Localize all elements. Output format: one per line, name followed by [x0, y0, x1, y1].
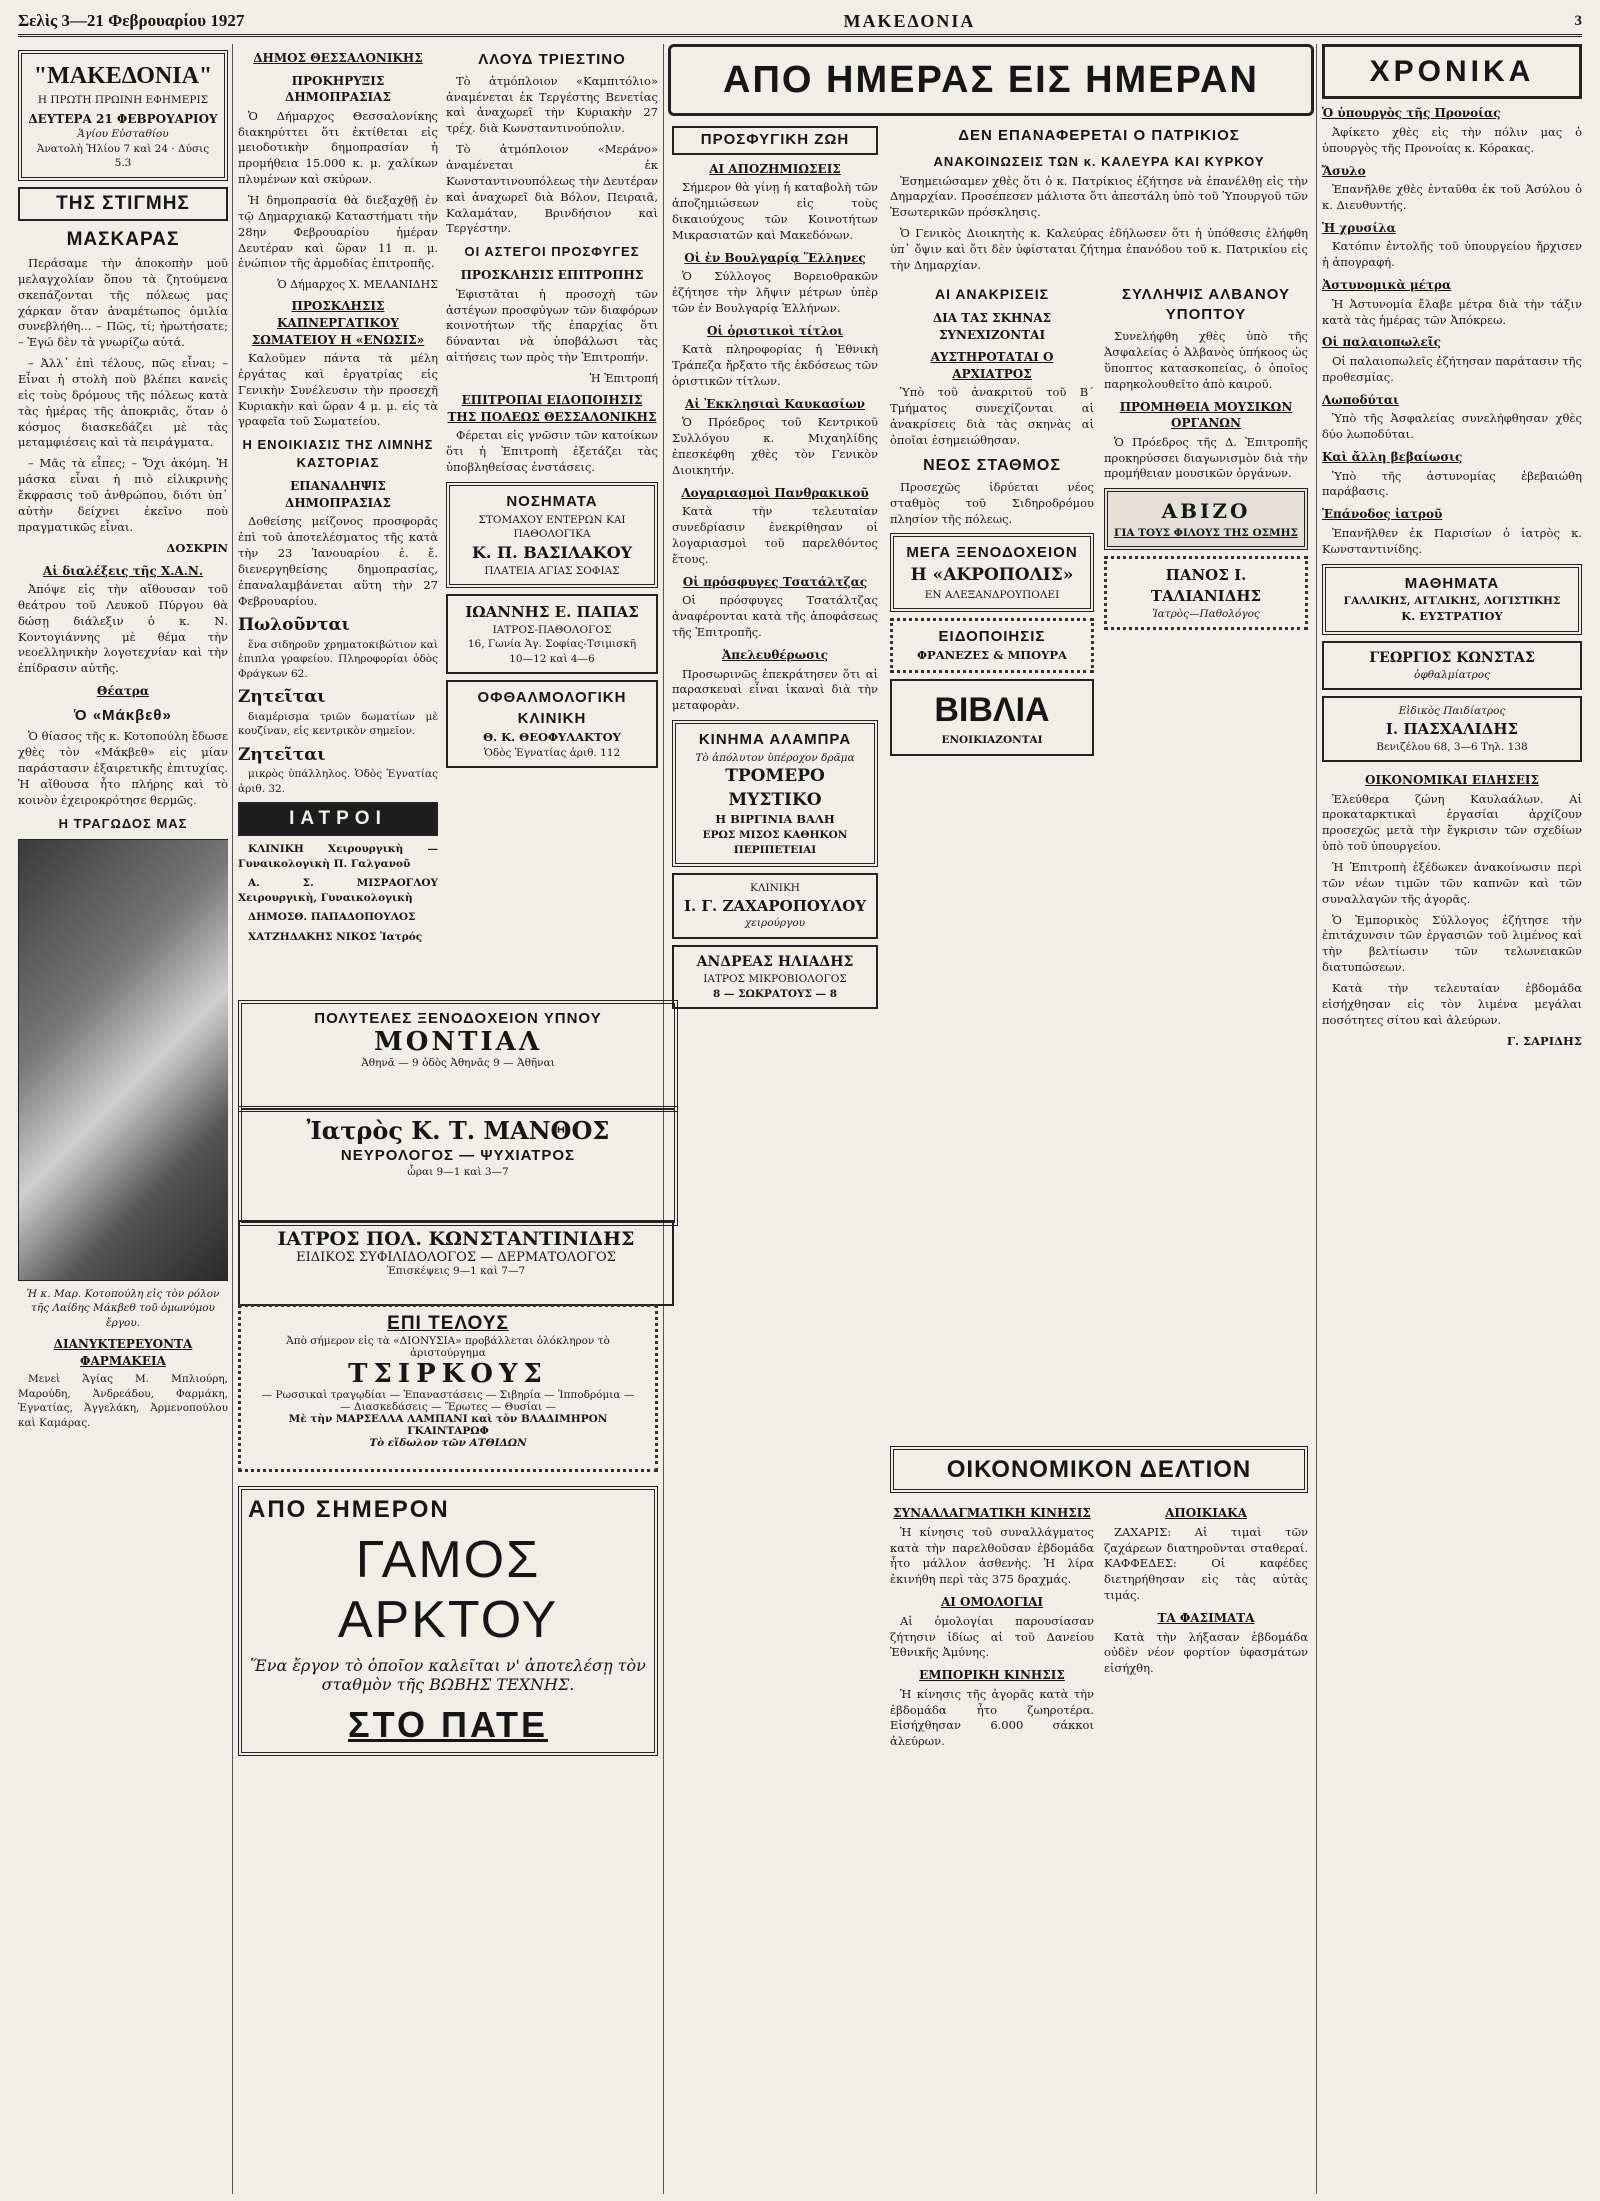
instruments-heading: ΠΡΟΜΗΘΕΙΑ ΜΟΥΣΙΚΩΝ ΟΡΓΑΝΩΝ	[1119, 399, 1293, 431]
chronicle-item-heading: Ἐπάνοδος ἰατροῦ	[1322, 507, 1443, 522]
ad-subtitle: ΙΑΤΡΟΣ ΜΙΚΡΟΒΙΟΛΟΓΟΣ	[703, 973, 847, 986]
chronicle-item-body: Ἀφίκετο χθὲς εἰς τὴν πόλιν μας ὁ ὑπουργὸς τῆς Προνοίας κ. Κόρακας.	[1322, 124, 1582, 155]
nameplate-saint: Ἁγίου Εὐσταθίου	[77, 128, 169, 141]
notice-subheading: ΠΡΟΚΗΡΥΞΙΣ ΔΗΜΟΠΡΑΣΙΑΣ	[285, 73, 391, 105]
article-body: Αἱ ὁμολογίαι παρουσίασαν ζήτησιν ἰδίως αἱ τοῦ Δανείου Ἐθνικῆς Ἀμύνης.	[890, 1613, 1094, 1660]
ad-name: Ι. ΠΑΣΧΑΛΙΔΗΣ	[1385, 719, 1519, 738]
refugees-signature: Ἡ Ἐπιτροπή	[589, 372, 658, 386]
article-body: Ὁ Γενικὸς Διοικητὴς κ. Καλεύρας ἐδήλωσεν ὅτι ἡ ὑπόθεσις ἐλήφθη ὑπ᾽ ὄψιν καὶ ὅτι δὲν ὑφίσταται ζήτημα ἐπανόδου τοῦ κ. Πατρικίου εἰς τὴν Δημαρχίαν.	[890, 226, 1308, 272]
investigations-subheading: ΔΙΑ ΤΑΣ ΣΚΗΝΑΣ ΣΥΝΕΧΙΖΟΝΤΑΙ	[932, 311, 1052, 342]
classified-heading: Ζητεῖται	[238, 687, 326, 708]
investigations-subheading: ΑΥΣΤΗΡΟΤΑΤΑΙ Ο ΑΡΧΙΑΤΡΟΣ	[930, 350, 1054, 381]
economic-banner: ΟΙΚΟΝΟΜΙΚΟΝ ΔΕΛΤΙΟΝ	[946, 1456, 1252, 1483]
chronicle-item-body: Κατόπιν ἐντολῆς τοῦ ὑπουργείου ἤρχισεν ἡ ἀπογραφή.	[1322, 239, 1582, 270]
doctor-listing: ΧΑΤΖΗΔΑΚΗΣ ΝΙΚΟΣ Ἰατρός	[248, 930, 423, 943]
lecture-heading: Αἱ διαλέξεις τῆς Χ.Α.Ν.	[42, 563, 204, 578]
doctor-ad-talianidis	[1104, 556, 1308, 630]
ad-title: ΠΟΛΥΤΕΛΕΣ ΞΕΝΟΔΟΧΕΙΟΝ ΥΠΝΟΥ	[314, 1010, 602, 1027]
ad-subtitle: ΙΑΤΡΟΣ-ΠΑΘΟΛΟΓΟΣ	[492, 623, 612, 636]
ad-name: ΤΡΟΜΕΡΟ ΜΥΣΤΙΚΟ	[725, 766, 825, 810]
ad-title: Εἰδικὸς Παιδίατρος	[1398, 705, 1506, 718]
ad-title: ΓΑΜΟΣ ΑΡΚΤΟΥ	[337, 1531, 559, 1649]
hotel-ad-montial	[238, 1000, 678, 1112]
lessons-ad	[1322, 564, 1582, 635]
sub-column	[1104, 1499, 1308, 1755]
sub-column	[890, 279, 1094, 762]
ad-subtitle: Ἰατρὸς—Παθολόγος	[1152, 607, 1260, 620]
economic-columns	[890, 1499, 1308, 1755]
subheading: ΑΠΟΙΚΙΑΚΑ	[1165, 1506, 1247, 1521]
masthead-page-number: 3	[1574, 12, 1582, 29]
nameplate-subtitle: Η ΠΡΩΤΗ ΠΡΩΙΝΗ ΕΦΗΜΕΡΙΣ	[37, 94, 209, 107]
clinic-ad-zacharopoulou	[672, 873, 878, 939]
masthead	[18, 8, 1582, 37]
article-body: Προσεχῶς ἱδρύεται νέος σταθμὸς τοῦ Σιδηροδρόμου πλησίον τῆς πόλεως.	[890, 479, 1094, 526]
classified-body: ἕνα σιδηροῦν χρηματοκιβώτιον καὶ ἐπιπλα γραφείου. Πληροφορίαι ὁδὸς Φράγκων 62.	[238, 638, 438, 680]
doctor-ad-paschalidis	[1322, 696, 1582, 762]
doctor-listing: Α. Σ. ΜΙΣΡΑΟΓΛΟΥ Χειρουργικὴ, Γυναικολογικὴ	[238, 877, 438, 904]
economic-news-body: Ἡ Ἐπιτροπὴ ἐξέδωκεν ἀνακοίνωσιν περὶ τῶν νέων τιμῶν τῶν καπνῶν καὶ τῶν συναλλαγῶν τῆς ἀγορᾶς.	[1322, 859, 1582, 906]
ad-address: Ἀθηνᾶ — 9 ὁδὸς Ἀθηνᾶς 9 — Ἀθῆναι	[361, 1057, 555, 1069]
ad-title: ΜΕΓΑ ΞΕΝΟΔΟΧΕΙΟΝ	[906, 544, 1078, 562]
ad-name: ΙΑΤΡΟΣ ΠΟΛ. ΚΩΝΣΤΑΝΤΙΝΙΔΗΣ	[277, 1228, 635, 1250]
nameplate-date: ΔΕΥΤΕΡΑ 21 ΦΕΒΡΟΥΑΡΙΟΥ	[28, 111, 218, 126]
ad-name: Κ. ΕΥΣΤΡΑΤΙΟΥ	[1401, 608, 1503, 623]
doctor-listing: ΔΗΜΟΣΘ. ΠΑΠΑΔΟΠΟΥΛΟΣ	[248, 911, 416, 924]
economic-news-body: Κατὰ τὴν τελευταίαν ἑβδομάδα εἰσήχθησαν εἰς τὸν λιμένα μεγάλαι ποσότητες σίτου καὶ ἀλεύρων.	[1322, 981, 1582, 1027]
article-body: Ὁ Πρόεδρος τῆς Δ. Ἐπιτροπῆς προκηρύσσει διαγωνισμὸν διὰ τὴν προμήθειαν μουσικῶν ὀργάνων.	[1104, 434, 1308, 481]
ad-subtitle: Τὸ ἀπόλυτον ὑπέροχον δρᾶμα	[695, 751, 855, 764]
subheading: Οἱ πρόσφυγες Τσατάλτζας	[682, 574, 868, 589]
ad-hours: 10—12 καὶ 4—6	[509, 652, 595, 665]
subheading: Ἀπελευθέρωσις	[721, 648, 829, 663]
refugees-subheading: ΠΡΟΣΚΛΗΣΙΣ ΕΠΙΤΡΟΠΗΣ	[460, 268, 644, 283]
nameplate-sun: Ἀνατολὴ Ἡλίου 7 καὶ 24 · Δύσις 5.3	[36, 142, 210, 170]
ad-line: — Διασκεδάσεις — Ἔρωτες — Θυσίαι —	[340, 1401, 556, 1413]
ad-title: ΚΛΙΝΙΚΗ	[750, 882, 800, 895]
clinic-ad-theofylaktou	[446, 680, 658, 768]
theatre-play: Ὁ «Μάκβεθ»	[74, 706, 172, 724]
chronicle-item-heading: Οἱ παλαιοπωλεῖς	[1322, 335, 1441, 350]
doctor-ad-iliadis	[672, 945, 878, 1009]
shipping-body: Τὸ ἀτμόπλοιον «Μεράνο» ἀναμένεται ἐκ Κωνσταντινουπόλεως τὴν Δευτέραν καὶ ἀναχωρεῖ διὰ Βόλον, Πειραιᾶ, Καλαμάταν, Βρινδήσιον καὶ Τεργέστην.	[446, 142, 658, 236]
chronicle-item-body: Ὑπὸ τῆς ἀστυνομίας ἐβεβαιώθη παράβασις.	[1322, 468, 1582, 499]
ad-subtitle: Ἕνα ἔργον τὸ ὁποῖον καλεῖται ν' ἀποτελέσῃ τὸν σταθμὸν τῆς ΒΩΒΗΣ ΤΕΧΝΗΣ.	[250, 1656, 646, 1694]
ad-subtitle: ΓΑΛΛΙΚΗΣ, ΑΓΓΛΙΚΗΣ, ΛΟΓΙΣΤΙΚΗΣ	[1343, 595, 1561, 608]
ad-name: ΠΑΝΟΣ Ι. ΤΑΛΙΑΝΙΔΗΣ	[1150, 566, 1262, 606]
doctors-banner	[238, 802, 438, 836]
ad-title: ΝΟΣΗΜΑΤΑ	[506, 492, 598, 510]
sub-column	[890, 1499, 1094, 1755]
ad-hours: ὧραι 9—1 καὶ 3—7	[407, 1166, 509, 1178]
article-body: Ὁ Πρόεδρος τοῦ Κεντρικοῦ Συλλόγου κ. Μιχαηλίδης ἐπεσκέφθη χθὲς τὸν Γενικὸν Διοικητήν.	[672, 415, 878, 478]
economic-banner-box	[890, 1446, 1308, 1493]
subheading: ΕΜΠΟΡΙΚΗ ΚΙΝΗΣΙΣ	[919, 1668, 1065, 1683]
notice-heading: ΔΗΜΟΣ ΘΕΣΣΑΛΟΝΙΚΗΣ	[253, 51, 423, 65]
article-body: Προσωρινῶς ἐπεκράτησεν ὅτι αἱ παρασκευαὶ εἶναι ἱκαναὶ διὰ τὴν μεταφορὰν.	[672, 666, 878, 713]
ad-title: ΚΙΝΗΜΑ ΑΛΑΜΠΡΑ	[698, 731, 852, 749]
column-5	[890, 120, 1308, 1430]
ad-subtitle: χειρούργου	[744, 917, 806, 930]
article-body: Συνελήφθη χθὲς ὑπὸ τῆς Ἀσφαλείας ὁ Ἀλβανὸς ὑπήκοος ὡς ὕποπτος κατασκοπείας, ὁ ὁποῖος παρηκολουθεῖτο ἀπὸ καιροῦ.	[1104, 329, 1308, 391]
patrikios-subheading: ΑΝΑΚΟΙΝΩΣΕΙΣ ΤΩΝ κ. ΚΑΛΕΥΡΑ ΚΑΙ ΚΥΡΚΟΥ	[933, 153, 1265, 169]
column-rule	[1316, 44, 1317, 2194]
pharmacies-body: Μενεὶ Ἁγίας Μ. Μπλιούρη, Μαρούδη, Ἀνδρεάδου, Φαρμάκη, Ἐγνατίας, Ἀγγελάκη, Ἀρμενοπούλου καὶ Καμάρας.	[18, 1373, 228, 1429]
section-title-box	[18, 187, 228, 221]
doctors-heading: ΙΑΤΡΟΙ	[289, 808, 387, 830]
column-1	[18, 44, 228, 2194]
ad-name: ΓΕΩΡΓΙΟΣ ΚΩΝΣΤΑΣ	[1369, 649, 1535, 666]
chronicle-item-body: Ἐπανῆλθεν ἐκ Παρισίων ὁ ἰατρὸς κ. Κωνσταντινίδης.	[1322, 525, 1582, 556]
ad-subtitle: ΕΝΟΙΚΙΑΖΟΝΤΑΙ	[941, 734, 1043, 747]
economic-news-body: Ἐλεύθερα ζώνη Καυλαάλων. Αἱ προκαταρκτικαὶ ἐργασίαι ἀρχίζουν προσεχῶς μετὰ τὴν ἔγκρισιν τῶν σχεδίων ὑπὸ τοῦ ὑπουργείου.	[1322, 791, 1582, 854]
subheading: Λογαριασμοὶ Πανθρακικοῦ	[681, 485, 869, 500]
chronicle-item-heading: Ἡ χρυσίλα	[1322, 220, 1396, 235]
ad-name: ΑΝΔΡΕΑΣ ΗΛΙΑΔΗΣ	[696, 953, 854, 970]
ad-line: — Ρωσσικαὶ τραγῳδίαι — Ἐπαναστάσεις — Σιβηρία — Ἱπποδρόμια —	[261, 1389, 635, 1401]
shipping-body: Τὸ ἀτμόπλοιον «Καμπιτόλιο» ἀναμένεται ἐκ Τεργέστης Βενετίας καὶ ἀναχωρεῖ τὴν Κυριακὴν 27 τρέχ. διὰ Κωνσταντινούπολιν.	[446, 73, 658, 136]
article-body: Κατὰ τὴν τελευταίαν συνεδρίασιν ἐνεκρίθησαν οἱ λογαριασμοὶ τοῦ παρελθόντος ἔτους.	[672, 504, 878, 567]
ad-address: ΠΛΑΤΕΙΑ ΑΓΙΑΣ ΣΟΦΙΑΣ	[484, 564, 620, 577]
article-body: Ὑπὸ τοῦ ἀνακριτοῦ τοῦ Β´ Τμήματος συνεχίζονται αἱ ἀνακρίσεις διὰ τὰς σκηνὰς αἱ ὁποῖαι ἐσημειώθησαν.	[890, 385, 1094, 447]
chronicle-item-heading: Ἄσυλο	[1322, 163, 1366, 178]
chronicle-item-heading: Ὁ ὑπουργὸς τῆς Προνοίας	[1322, 106, 1501, 121]
column-3	[446, 44, 658, 989]
article-body: Ἡ κίνησις τῆς ἀγορᾶς κατὰ τὴν ἑβδομάδα ἦτο ζωηροτέρα. Εἰσήχθησαν 6.000 σάκκοι ἀλεύρων.	[890, 1686, 1094, 1749]
lake-body: Δοθείσης μείζονος προσφορᾶς ἐπὶ τοῦ ἀποτελέσματος τῆς κατὰ τὴν 23 Ἰανουαρίου ἐ. ἔ. διενεργηθείσης δημοπρασίας, ἐπαναλαμβάνεται αὕτη τὴν 27 Φεβρουαρίου.	[238, 514, 438, 608]
photo-caption: Ἡ κ. Μαρ. Κοτοπούλη εἰς τὸν ρόλον τῆς Λαίδης Μάκβεθ τοῦ ὁμωνύμου ἔργου.	[26, 1287, 220, 1329]
article-body: Περάσαμε τὴν ἀποκοπὴν μοῦ μελαγχολίαν ὅπου τὰ ζητούμενα σκεπάζονται τῆς πόλεως μας χάρκαν ὅταν ἀναμέτωπος ὁμιλία συνεβλήθη... – Πῶς, τί; ἠρωτήσατε; – Ἐγώ δὲν τὰ γνωρίζω αὐτά.	[18, 256, 228, 350]
city-notice-heading: ΕΠΙΤΡΟΠΑΙ ΕΙΔΟΠΟΙΗΣΙΣ ΤΗΣ ΠΟΛΕΩΣ ΘΕΣΣΑΛΟΝΙΚΗΣ	[447, 393, 657, 424]
subheading: ΑΙ ΟΜΟΛΟΓΙΑΙ	[940, 1595, 1044, 1610]
notice-body: Ἡ δημοπρασία θὰ διεξαχθῇ ἐν τῷ Δημαρχιακῷ Καταστήματι τὴν 28ην Φεβρουαρίου ἡμέραν Δευτέραν καὶ ὥραν 11 π. μ. ἐνώπιον τῆς ἁρμοδίας ἐπιτροπῆς.	[238, 192, 438, 271]
masthead-date: Σελὶς 3—21 Φεβρουαρίου 1927	[18, 11, 245, 30]
ad-body: ΦΡΑΝΕΖΕΣ & ΜΠΟΥΡΑ	[917, 647, 1067, 662]
section-title: ΤΗΣ ΣΤΙΓΜΗΣ	[56, 192, 190, 214]
cinema-ad-wedding	[238, 1486, 658, 1756]
classified-heading: Ζητεῖται	[238, 744, 326, 765]
ad-address: 8 — ΣΩΚΡΑΤΟΥΣ — 8	[712, 987, 838, 1000]
classified-heading: Πωλοῦνται	[238, 615, 350, 636]
refugee-life-box	[672, 126, 878, 155]
ad-title: ΑΒΙΖΟ	[1161, 499, 1251, 524]
column-rule	[232, 44, 233, 2194]
books-ad	[890, 679, 1094, 756]
union-heading: ΠΡΟΣΚΛΗΣΙΣ ΚΑΠΝΕΡΓΑΤΙΚΟΥ ΣΩΜΑΤΕΙΟΥ Η «ΕΝΩΣΙΣ»	[251, 299, 425, 347]
ad-name: Ι. Γ. ΖΑΧΑΡΟΠΟΥΛΟΥ	[683, 896, 867, 915]
ad-title: ΜΑΘΗΜΑΤΑ	[1404, 574, 1500, 592]
ad-title: ΟΦΘΑΛΜΟΛΟΓΙΚΗ ΚΛΙΝΙΚΗ	[477, 689, 627, 727]
refugee-life-heading: ΠΡΟΣΦΥΓΙΚΗ ΖΩΗ	[700, 131, 850, 148]
article-headline: ΜΑΣΚΑΡΑΣ	[66, 228, 180, 250]
ad-subtitle: ΣΤΟΜΑΧΟΥ ΕΝΤΕΡΩΝ ΚΑΙ ΠΑΘΟΛΟΓΙΚΑ	[478, 513, 626, 541]
ad-title: ΤΣΙΡΚΟΥΣ	[348, 1359, 548, 1389]
column-4	[672, 120, 878, 1430]
economic-news-heading: ΟΙΚΟΝΟΜΙΚΑΙ ΕΙΔΗΣΕΙΣ	[1365, 773, 1539, 787]
ad-title: ΒΙΒΛΙΑ	[934, 690, 1050, 729]
union-body: Καλοῦμεν πάντα τὰ μέλη ἐργάτας καὶ ἐργατρίας εἰς Γενικὴν Συνέλευσιν τὴν προσεχῆ Κυριακὴν καὶ ὥραν 4 μ. μ. εἰς τὰ γραφεῖα τοῦ Σωματείου.	[238, 351, 438, 429]
subheading: ΣΥΝΑΛΛΑΓΜΑΤΙΚΗ ΚΙΝΗΣΙΣ	[893, 1506, 1091, 1521]
article-body: Ἐσημειώσαμεν χθὲς ὅτι ὁ κ. Πατρίκιος ἐζήτησε νὰ ἐπανέλθῃ εἰς τὴν Δημαρχίαν. Προσέπεσεν μάλιστα ὅτι ἀπεστάλη ὑπὸ τοῦ Ὑπουργοῦ τῶν Ἐσωτερικῶν πρόσκλησις.	[890, 173, 1308, 220]
article-body: Οἱ πρόσφυγες Τσατάλτζας ἀναφέρονται κατὰ τῆς ἀποφάσεως τῆς Ἐπιτροπῆς.	[672, 593, 878, 640]
subheading: Οἱ ἐν Βουλγαρίᾳ Ἕλληνες	[684, 250, 866, 265]
article-body: Ὁ Σύλλογος Βορειοθρακῶν ἐζήτησε τὴν λῆψιν μέτρων ὑπὲρ τῶν ἐν Βουλγαρίᾳ Ἑλλήνων.	[672, 269, 878, 315]
doctor-ad-papas	[446, 594, 658, 674]
notice-ad-frangezes	[890, 618, 1094, 673]
ad-subtitle: ὀφθαλμίατρος	[1414, 668, 1490, 681]
chronicles-title: ΧΡΟΝΙΚΑ	[1322, 44, 1582, 99]
ad-subtitle: ΓΙΑ ΤΟΥΣ ΦΙΛΟΥΣ ΤΗΣ ΟΣΜΗΣ	[1114, 526, 1298, 539]
patrikios-heading: ΔΕΝ ΕΠΑΝΑΦΕΡΕΤΑΙ Ο ΠΑΤΡΙΚΙΟΣ	[958, 127, 1240, 144]
city-notice-body: Φέρεται εἰς γνῶσιν τῶν κατοίκων ὅτι ἡ Ἐπιτροπὴ ἐξετάζει τὰς ὑποβληθείσας ἐνστάσεις.	[446, 428, 658, 475]
ad-hours: Ἐπισκέψεις 9—1 καὶ 7—7	[386, 1265, 526, 1277]
two-column-section	[890, 279, 1308, 762]
subheading: ΤΑ ΦΑΣΙΜΑΤΑ	[1157, 1610, 1255, 1625]
chronicle-item-body: Οἱ παλαιοπωλεῖς ἐζήτησαν παράτασιν τῆς προθεσμίας.	[1322, 354, 1582, 384]
article-body: – Μᾶς τὰ εἶπες; – Ὄχι ἀκόμη. Ἡ μάσκα εἶναι ἡ πιὸ εἰλικρινὴς ἔκφρασις τοῦ ἀνθρώπου, διότι ὑπ᾽ αὐτὴν δείχνει ἐκεῖνο ποὺ πραγματικῶς εἶναι.	[18, 456, 228, 534]
refugees-body: Ἐφιστᾶται ἡ προσοχὴ τῶν ἀστέγων προσφύγων τῶν διαφόρων κοινοτήτων τῆς ἐπαρχίας ὅτι δύνανται νὰ ὑποβάλωσι τὰς αἰτήσεις των πρὸς τὴν Ἐπιτροπήν.	[446, 286, 658, 365]
column-2	[238, 44, 438, 989]
article-signature: ΔΟΣΚΡΙΝ	[166, 540, 228, 555]
subheading: ΑΙ ΑΠΟΖΗΜΙΩΣΕΙΣ	[709, 161, 841, 176]
doctor-ad-konstantinidis	[238, 1220, 674, 1306]
refugees-heading: ΟΙ ΑΣΤΕΓΟΙ ΠΡΟΣΦΥΓΕΣ	[464, 244, 640, 260]
ad-subtitle: ΝΕΥΡΟΛΟΓΟΣ — ΨΥΧΙΑΤΡΟΣ	[340, 1147, 576, 1164]
notice-body: Ὁ Δήμαρχος Θεσσαλονίκης διακηρύττει ὅτι ἐκτίθεται εἰς μειοδοτικὴν δημοπρασίαν ἡ προμήθεια 15.000 κ. μ. χαλίκων πλυμένων καὶ σκύρων.	[238, 108, 438, 187]
economic-section	[890, 1440, 1308, 2195]
ad-name: Ἰατρὸς Κ. Τ. ΜΑΝΘΟΣ	[306, 1116, 610, 1145]
ad-name: ΙΩΑΝΝΗΣ Ε. ΠΑΠΑΣ	[465, 603, 639, 622]
subheading: Οἱ ὁριστικοὶ τίτλοι	[706, 323, 844, 338]
article-body: Ἡ κίνησις τοῦ συναλλάγματος κατὰ τὴν παρελθοῦσαν ἑβδομάδα ἦτο μάλλον ἀσθενὴς. Ἡ λίρα ἐκινήθη περὶ τὰς 375 δραχμάς.	[890, 1524, 1094, 1587]
ad-heading: ΑΠΟ ΣΗΜΕΡΟΝ	[248, 1496, 450, 1523]
lecture-body: Ἀπόψε εἰς τὴν αἴθουσαν τοῦ θεάτρου τοῦ Λευκοῦ Πύργου θὰ δώσῃ διάλεξιν ὁ κ. Ν. Κοντογιάννης μὲ θέμα τὴν νεοελληνικὴν λογοτεχνίαν καὶ τὴν ἐπίδρασιν αὐτῆς.	[18, 582, 228, 676]
classified-body: μικρὸς ὑπάλληλος. Ὁδὸς Ἐγνατίας ἀριθ. 32.	[238, 768, 438, 795]
ad-address: ΕΝ ΑΛΕΞΑΝΔΡΟΥΠΟΛΕΙ	[924, 588, 1060, 601]
doctor-ad-vasilakou	[446, 482, 658, 588]
nameplate-title: "ΜΑΚΕΔΟΝΙΑ"	[33, 63, 213, 89]
chronicle-item-heading: Λωποδύται	[1322, 392, 1399, 407]
ad-star: Η ΒΙΡΓΙΝΙΑ ΒΑΛΗ	[715, 812, 835, 827]
chronicle-item-heading: Ἀστυνομικὰ μέτρα	[1322, 278, 1452, 293]
doctor-ad-manthos	[238, 1106, 678, 1226]
chronicle-item-heading: Καὶ ἄλλη βεβαίωσις	[1322, 449, 1463, 464]
ad-name: Η «ΑΚΡΟΠΟΛΙΣ»	[910, 565, 1074, 586]
notice-signature: Ὁ Δήμαρχος Χ. ΜΕΛΑΝΙΔΗΣ	[277, 278, 438, 292]
subheading: Αἱ Ἐκκλησιαὶ Καυκασίων	[685, 396, 865, 411]
arrest-heading: ΣΥΛΛΗΨΙΣ ΑΛΒΑΝΟΥ ΥΠΟΠΤΟΥ	[1122, 285, 1290, 324]
article-body: – Ἀλλ᾽ ἐπὶ τέλους, πῶς εἶναι; – Εἶναι ἡ στολὴ ποὺ βλέπει κανεὶς εἰς τοὺς δρόμους τῆς πόλεως κατὰ τὰς ἡμέρας τῆς ἀποκριᾶς, ὅταν ὁ κόσμος διασκεδάζει μὲ τὰς μεταμφιέσεις καὶ τὰ πειράγματα.	[18, 356, 228, 450]
chronicle-item-body: Ὑπὸ τῆς Ἀσφαλείας συνελήφθησαν χθὲς δύο λωποδύται.	[1322, 411, 1582, 442]
actress-photo	[18, 839, 228, 1281]
chronicle-item-body: Ἡ Ἀστυνομία ἔλαβε μέτρα διὰ τὴν τάξιν κατὰ τὰς ἡμέρας τῶν Ἀπόκρεω.	[1322, 296, 1582, 327]
sub-column	[1104, 279, 1308, 762]
masthead-paper-name: ΜΑΚΕΔΟΝΙΑ	[843, 10, 976, 31]
ad-venue: ΣΤΟ ΠΑΤΕ	[348, 1704, 548, 1745]
doctor-listing: ΚΛΙΝΙΚΗ Χειρουργικὴ — Γυναικολογικὴ Π. Γαλγανοῦ	[238, 843, 438, 870]
theatre-heading: Θέατρα	[96, 684, 150, 699]
ad-address: Βενιζέλου 68, 3—6 Τηλ. 138	[1376, 740, 1528, 753]
ad-cast: Μὲ τὴν ΜΑΡΣΕΛΛΑ ΛΑΜΠΑΝΙ καὶ τὸν ΒΛΑΔΙΜΗΡΟΝ ΓΚΑΙΝΤΑΡΩΦ	[288, 1413, 608, 1437]
ad-heading: ΕΠΙ ΤΕΛΟΥΣ	[387, 1313, 509, 1334]
ad-title: ΕΙΔΟΠΟΙΗΣΙΣ	[938, 628, 1046, 645]
cinema-ad-circus	[238, 1304, 658, 1472]
ad-tagline: Τὸ εἴδωλον τῶν ΑΤΘΙΔΩΝ	[369, 1437, 527, 1449]
article-body: Κατὰ τὴν λήξασαν ἑβδομάδα οὐδὲν νέον φορτίον ὑφασμάτων εἰσήχθη.	[1104, 1629, 1308, 1676]
day-to-day-banner: ΑΠΟ ΗΜΕΡΑΣ ΕΙΣ ΗΜΕΡΑΝ	[668, 44, 1314, 116]
ad-name: ΜΟΝΤΙΑΛ	[373, 1027, 543, 1057]
ad-name: Θ. Κ. ΘΕΟΦΥΛΑΚΤΟΥ	[483, 729, 621, 744]
ad-subtitle: ΕΙΔΙΚΟΣ ΣΥΦΙΛΙΔΟΛΟΓΟΣ — ΔΕΡΜΑΤΟΛΟΓΟΣ	[296, 1250, 616, 1265]
article-body: Σήμερον θὰ γίνῃ ἡ καταβολὴ τῶν ἀποζημιώσεων εἰς τοὺς δικαιούχους τῶν Κοινοτήτων Μικρασιατῶν καὶ Μακεδόνων.	[672, 180, 878, 242]
doctor-ad-konstas	[1322, 641, 1582, 691]
lake-subheading: ΕΠΑΝΑΛΗΨΙΣ ΔΗΜΟΠΡΑΣΙΑΣ	[285, 479, 391, 510]
shipping-heading: ΛΛΟΥΔ ΤΡΙΕΣΤΙΝΟ	[478, 51, 626, 68]
theatre-body: Ὁ θίασος τῆς κ. Κοτοπούλη ἔδωσε χθὲς τὸν «Μάκβεθ» εἰς μίαν παράστασιν ἐξαιρετικῆς ἐπιτυχίας. Ἡ αἴθουσα ἦτο πλήρης καὶ τὸ κοινὸν ἐχειροκρότησε θερμῶς.	[18, 729, 228, 807]
ad-address: Ὁδὸς Ἐγνατίας ἀριθ. 112	[483, 746, 621, 759]
ad-intro: Ἀπὸ σήμερον εἰς τὰ «ΔΙΟΝΥΣΙΑ» προβάλλεται ὁλόκληρον τὸ ἀριστούργημα	[286, 1335, 610, 1359]
lake-heading: Η ΕΝΟΙΚΙΑΣΙΣ ΤΗΣ ΛΙΜΝΗΣ ΚΑΣΤΟΡΙΑΣ	[242, 437, 434, 471]
chronicle-item-body: Ἐπανῆλθε χθὲς ἐνταῦθα ἐκ τοῦ Ἀσύλου ὁ κ. Διευθυντής.	[1322, 182, 1582, 213]
column-6	[1322, 44, 1582, 2194]
cinema-ad-alambra	[672, 720, 878, 867]
classified-body: διαμέρισμα τριῶν δωματίων μὲ κουζίναν, εἰς κεντρικὸν σημεῖον.	[238, 710, 438, 738]
tragedian-heading: Η ΤΡΑΓΩΔΟΣ ΜΑΣ	[58, 815, 188, 831]
ad-name: Κ. Π. ΒΑΣΙΛΑΚΟΥ	[471, 542, 633, 562]
investigations-heading: ΑΙ ΑΝΑΚΡΙΣΕΙΣ	[934, 285, 1050, 302]
nameplate-box	[18, 50, 228, 181]
hotel-ad-acropolis	[890, 533, 1094, 612]
station-heading: ΝΕΟΣ ΣΤΑΘΜΟΣ	[923, 456, 1061, 474]
economic-news-body: Ὁ Ἐμπορικὸς Σύλλογος ἐζήτησε τὴν ἐπιτάχυνσιν τῶν ἐργασιῶν τοῦ λιμένος καὶ τὴν βελτίωσιν τῶν τελωνειακῶν διατυπώσεων.	[1322, 912, 1582, 975]
pharmacies-heading: ΔΙΑΝΥΚΤΕΡΕΥΟΝΤΑ ΦΑΡΜΑΚΕΙΑ	[53, 1337, 193, 1368]
article-body: ΖΑΧΑΡΙΣ: Αἱ τιμαὶ τῶν ζαχάρεων διατηροῦνται σταθεραί. ΚΑΦΦΕΔΕΣ: Οἱ καφέδες διετηρήθησαν εἰς τὰς αὐτὰς τιμάς.	[1104, 1524, 1308, 1603]
ad-address: 16, Γωνία Ἁγ. Σοφίας-Τσιμισκῆ	[467, 638, 637, 651]
economic-news-signature: Γ. ΣΑΡΙΔΗΣ	[1506, 1033, 1582, 1048]
ad-tagline: ΕΡΩΣ ΜΙΣΟΣ ΚΑΘΗΚΟΝ ΠΕΡΙΠΕΤΕΙΑΙ	[702, 829, 848, 856]
article-body: Κατὰ πληροφορίας ἡ Ἐθνικὴ Τράπεζα ἤρξατο τῆς ἐκδόσεως τῶν ὁριστικῶν τίτλων.	[672, 342, 878, 389]
notice-ad-avizo	[1104, 488, 1308, 550]
